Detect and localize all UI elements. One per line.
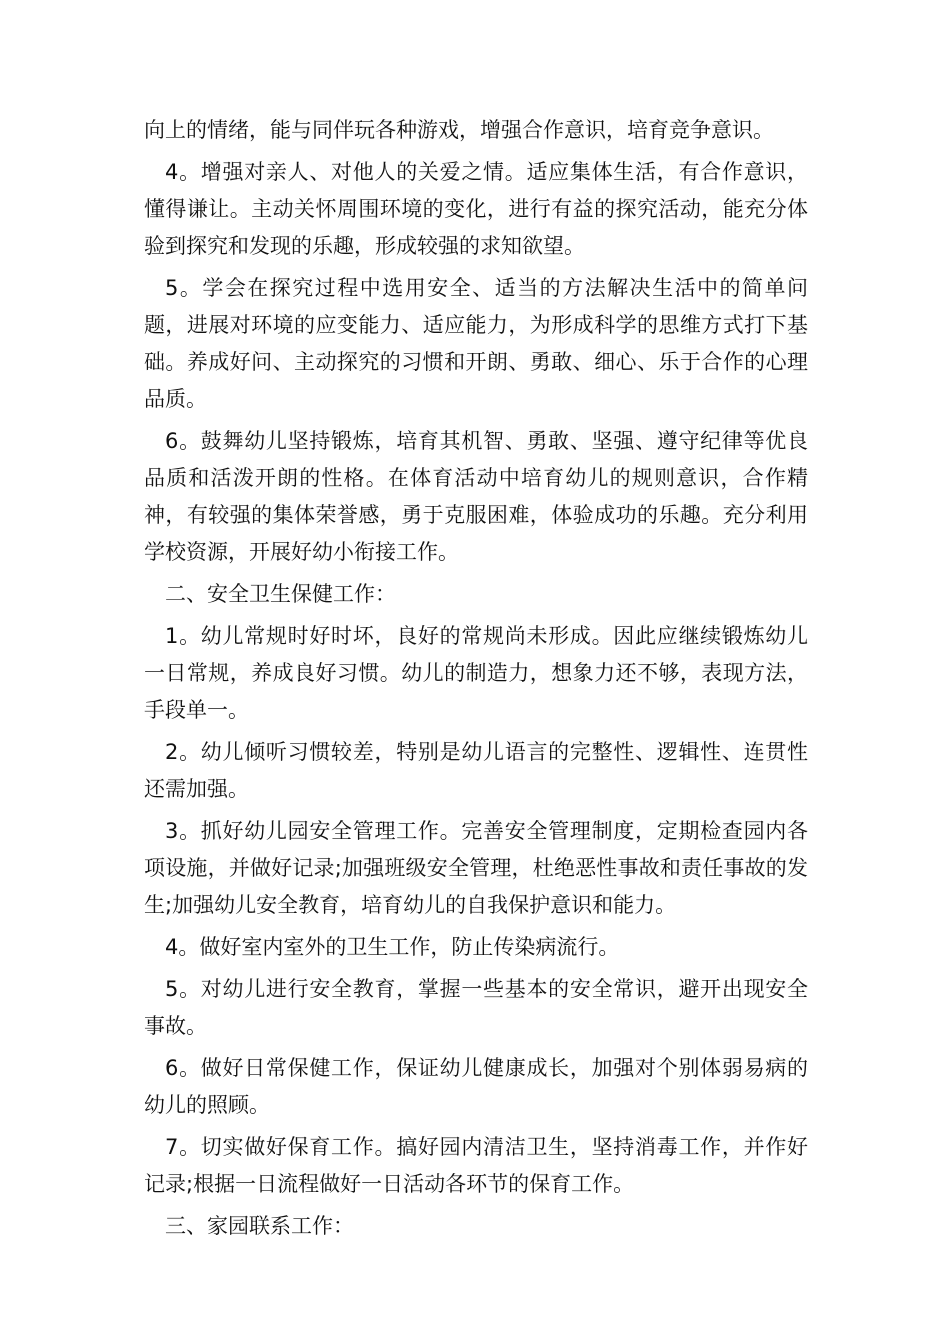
paragraph-safety-item-4: 4。做好室内室外的卫生工作，防止传染病流行。 [165,935,620,959]
paragraph-safety-item-1: 1。幼儿常规时好时坏，良好的常规尚未形成。因此应继续锻炼幼儿一日常规，养成良好习惯。幼儿的制造力，想象力还不够，表现方法，手段单一。 [144,624,808,722]
paragraph-continuation: 向上的情绪，能与同伴玩各种游戏，增强合作意识，培育竞争意识。 [144,118,774,142]
paragraph-safety-item-6: 6。做好日常保健工作，保证幼儿健康成长，加强对个别体弱易病的幼儿的照顾。 [144,1056,808,1117]
paragraph-item-4: 4。增强对亲人、对他人的关爱之情。适应集体生活，有合作意识，懂得谦让。主动关怀周围环境的变化，进行有益的探究活动，能充分体验到探究和发现的乐趣，形成较强的求知欲望。 [144,160,808,258]
paragraph-item-5: 5。学会在探究过程中选用安全、适当的方法解决生活中的简单问题，进展对环境的应变能力、适应能力，为形成科学的思维方式打下基础。养成好问、主动探究的习惯和开朗、勇敢、细心、乐于合作的心理品质。 [144,276,808,411]
paragraph-safety-item-3: 3。抓好幼儿园安全管理工作。完善安全管理制度，定期检查园内各项设施，并做好记录;加强班级安全管理，杜绝恶性事故和责任事故的发生;加强幼儿安全教育，培育幼儿的自我保护意识和能力。 [144,819,808,917]
section-heading-home-school: 三、家园联系工作： [165,1214,354,1238]
paragraph-item-6: 6。鼓舞幼儿坚持锻炼，培育其机智、勇敢、坚强、遵守纪律等优良品质和活泼开朗的性格。在体育活动中培育幼儿的规则意识，合作精神，有较强的集体荣誉感，勇于克服困难，体验成功的乐趣。充分利用学校资源，开展好幼小衔接工作。 [144,429,808,564]
section-heading-safety-hygiene: 二、安全卫生保健工作： [165,582,396,606]
document-page [144,112,808,1250]
paragraph-safety-item-2: 2。幼儿倾听习惯较差，特别是幼儿语言的完整性、逻辑性、连贯性还需加强。 [144,740,808,801]
paragraph-safety-item-7: 7。切实做好保育工作。搞好园内清洁卫生，坚持消毒工作，并作好记录;根据一日流程做好一日活动各环节的保育工作。 [144,1135,808,1196]
paragraph-safety-item-5: 5。对幼儿进行安全教育，掌握一些基本的安全常识，避开出现安全事故。 [144,977,808,1038]
